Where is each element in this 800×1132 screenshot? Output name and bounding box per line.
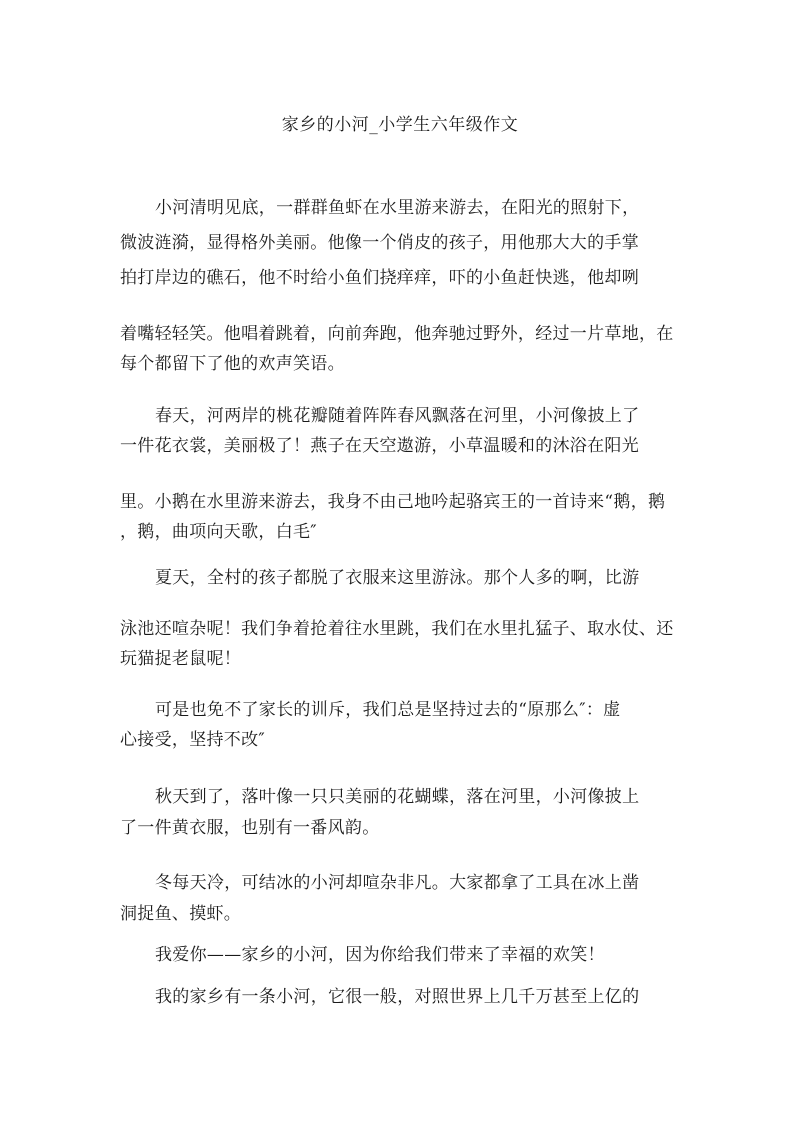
text-line: 微波涟漪，显得格外美丽。他像一个俏皮的孩子，用他那大大的手掌 [120,233,639,253]
text-line: 玩猫捉老鼠呢！ [120,649,242,669]
text-line: 拍打岸边的礁石，他不时给小鱼们挠痒痒，吓的小鱼赶快逃，他却咧 [120,268,639,288]
text-line: 洞捉鱼、摸虾。 [120,904,242,924]
text-line: 心接受，坚持不改″ [120,730,266,750]
text-line: 春天，河两岸的桃花瓣随着阵阵春风飘落在河里，小河像披上了 [155,406,640,426]
text-line: 一件花衣裳，美丽极了！燕子在天空遨游，小草温暖和的沐浴在阳光 [120,436,639,456]
text-line: 着嘴轻轻笑。他唱着跳着，向前奔跑，他奔驰过野外，经过一片草地，在 [120,324,674,344]
text-line: 了一件黄衣服，也别有一番风韵。 [120,818,380,838]
document-title: 家乡的小河_小学生六年级作文 [281,115,519,135]
text-line: 夏天，全村的孩子都脱了衣服来这里游泳。那个人多的啊，比游 [155,568,640,588]
text-line: 泳池还喧杂呢！我们争着抢着往水里跳，我们在水里扎猛子、取水仗、还 [120,619,674,639]
text-line: 秋天到了，落叶像一只只美丽的花蝴蝶，落在河里，小河像披上 [155,787,640,807]
text-line: 可是也免不了家长的训斥，我们总是坚持过去的“原那么″：虚 [155,700,621,720]
text-line: 我爱你——家乡的小河，因为你给我们带来了幸福的欢笑！ [155,945,605,965]
text-line: ，鹅，曲项向天歌，白毛″ [120,522,317,542]
text-line: 里。小鹅在水里游来游去，我身不由己地吟起骆宾王的一首诗来“鹅，鹅 [120,492,666,512]
text-line: 小河清明见底，一群群鱼虾在水里游来游去，在阳光的照射下， [155,198,640,218]
text-line: 我的家乡有一条小河，它很一般，对照世界上几千万甚至上亿的 [155,987,640,1007]
text-line: 每个都留下了他的欢声笑语。 [120,354,345,374]
text-line: 冬每天冷，可结冰的小河却喧杂非凡。大家都拿了工具在冰上凿 [155,873,640,893]
